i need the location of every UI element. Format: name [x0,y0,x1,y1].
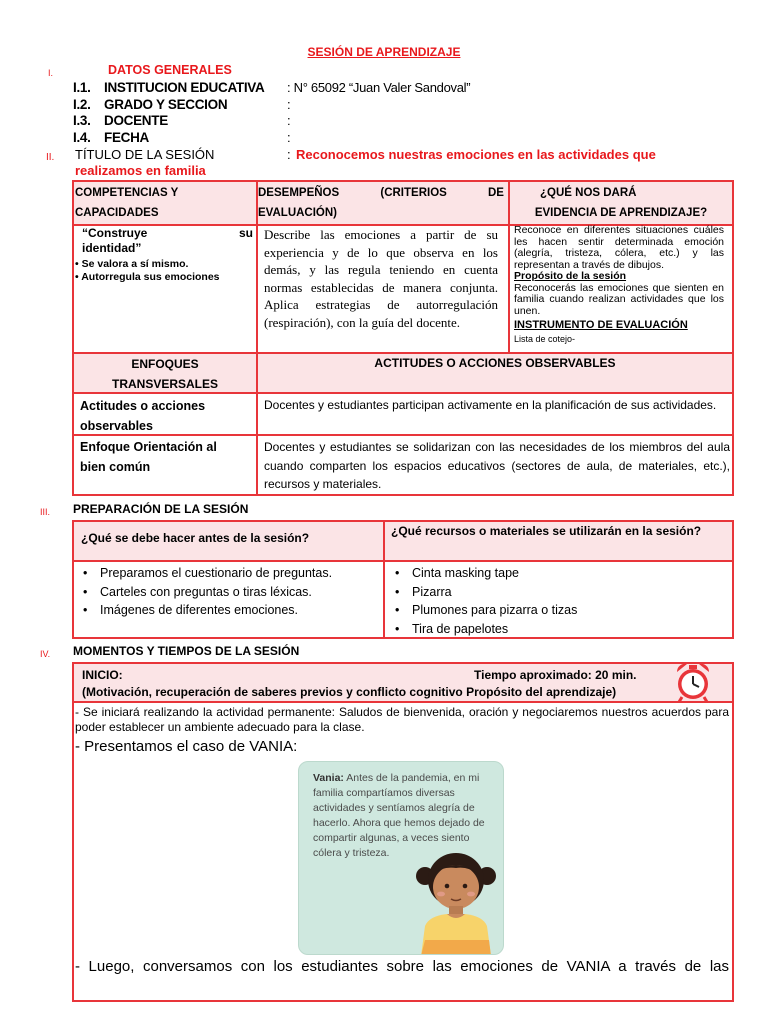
preparacion-heading: PREPARACIÓN DE LA SESIÓN [73,502,249,516]
competencia-cell: “Construye su identidad” • Se valora a sí mismo. • Autorregula sus emociones [75,226,253,283]
tiempo-label: Tiempo aproximado: 20 min. [474,668,637,682]
section-number-3: III. [40,507,51,517]
titulo-value-line1: Reconocemos nuestras emociones en las actividades que [296,147,656,162]
instrumento-text: Lista de cotejo- [514,333,576,344]
datos-value-grado: : [287,97,291,112]
list-item: • Pizarra [390,583,730,602]
enfoque-row1-label: Actitudes o acciones observables [80,399,206,433]
list-item: • Plumones para pizarra o tizas [390,601,730,620]
capacidad-1: Se valora a sí mismo. [81,258,189,270]
evidencia-text: Reconoce en diferentes situaciones cuáles les hacen sentir determinada emoción (alegría, tristeza, cólera, etc.) y las representan a través de dibujos. [514,224,724,271]
comp-head-col1: COMPETENCIAS Y CAPACIDADES [75,187,179,219]
datos-label-fecha: FECHA [104,130,149,145]
desempeno-cell: Describe las emociones a partir de su experiencia y de lo que observa en los demás, y las regula teniendo en cuenta normas establecidas de manera conjunta. Aplica estrategias de autorregulación (respiración), con la guía del docente. [264,227,498,330]
datos-num-3: I.3. [73,113,91,128]
datos-num-2: I.2. [73,97,91,112]
datos-label-docente: DOCENTE [104,113,168,128]
inicio-label: INICIO: [82,668,123,682]
evidencia-cell [514,225,724,345]
proposito-text: Reconocerás las emociones que sienten en familia cuando realizan actividades que los unen. [514,281,724,317]
list-item: • Imágenes de diferentes emociones. [78,601,378,620]
enfoque-row1-text: Docentes y estudiantes participan activamente en la planificación de sus actividades. [264,398,717,412]
section-number-4: IV. [40,649,51,659]
comp-head-col3: ¿QUÉ NOS DARÁ EVIDENCIA DE APRENDIZAJE? [534,187,708,219]
enfoque-row2-text: Docentes y estudiantes se solidarizan con las necesidades de los miembros del aula cuando comparten los espacios educativos (sectores de aula, de materiales, etc.), recursos y materiales. [264,440,730,491]
datos-value-institucion: : N° 65092 “Juan Valer Sandoval” [287,80,471,95]
datos-heading: DATOS GENERALES [108,63,232,77]
vania-quote: Vania: Antes de la pandemia, en mi familia compartíamos diversas actividades y sentíamos alegría de hacerlo. Ahora que hemos dejado de compartir algunas, a veces siento cólera y tristeza. [313,772,485,859]
preparacion-left-head: ¿Qué se debe hacer antes de la sesión? [81,531,310,545]
inicio-paragraph-3: - Luego, conversamos con los estudiantes sobre las emociones de VANIA a través de las [75,958,729,975]
datos-label-institucion: INSTITUCION EDUCATIVA [104,80,265,95]
momentos-heading: MOMENTOS Y TIEMPOS DE LA SESIÓN [73,644,300,658]
list-item: • Tira de papelotes [390,620,730,639]
inicio-paragraph-1: - Se iniciará realizando la actividad permanente: Saludos de bienvenida, oración y negociaremos nuestros acuerdos para poder establecer un ambiente adecuado para la clase. [75,705,729,734]
inicio-paragraph-2: - Presentamos el caso de VANIA: [75,738,298,755]
datos-label-grado: GRADO Y SECCION [104,97,228,112]
list-item: • Carteles con preguntas o tiras léxicas. [78,583,378,602]
girl-illustration [407,844,504,955]
section-number-2: II. [46,152,55,163]
list-item: • Preparamos el cuestionario de preguntas. [78,564,378,583]
list-item: • Cinta masking tape [390,564,730,583]
motivacion-text: (Motivación, recuperación de saberes previos y conflicto cognitivo Propósito del aprendizaje) [82,685,617,699]
datos-num-1: I.1. [73,80,91,95]
alarm-clock-icon [672,660,714,704]
preparacion-left-list [78,564,378,620]
page-title: SESIÓN DE APRENDIZAJE [307,45,461,59]
titulo-colon: : [287,147,291,162]
enfoque-row2-label: Enfoque Orientación al bien común [80,440,217,474]
vania-name: Vania: [313,772,344,784]
comp-head-col2: DESEMPEÑOS (CRITERIOS DE EVALUACIÓN) [258,187,504,219]
section-number-1: I. [48,68,54,78]
datos-num-4: I.4. [73,130,91,145]
capacidad-2: Autorregula sus emociones [81,271,220,283]
titulo-label: TÍTULO DE LA SESIÓN [75,147,215,162]
titulo-value-line2: realizamos en familia [75,163,206,178]
enfoques-head-col2: ACTITUDES O ACCIONES OBSERVABLES [374,356,616,370]
vania-card [298,761,504,955]
datos-value-fecha: : [287,130,291,145]
datos-value-docente: : [287,113,291,128]
proposito-label: Propósito de la sesión [514,270,627,282]
preparacion-right-head: ¿Qué recursos o materiales se utilizarán en la sesión? [391,524,702,538]
instrumento-label: INSTRUMENTO DE EVALUACIÓN [514,319,688,331]
preparacion-right-list [390,564,730,638]
enfoques-head-col1: ENFOQUES TRANSVERSALES [111,357,218,391]
